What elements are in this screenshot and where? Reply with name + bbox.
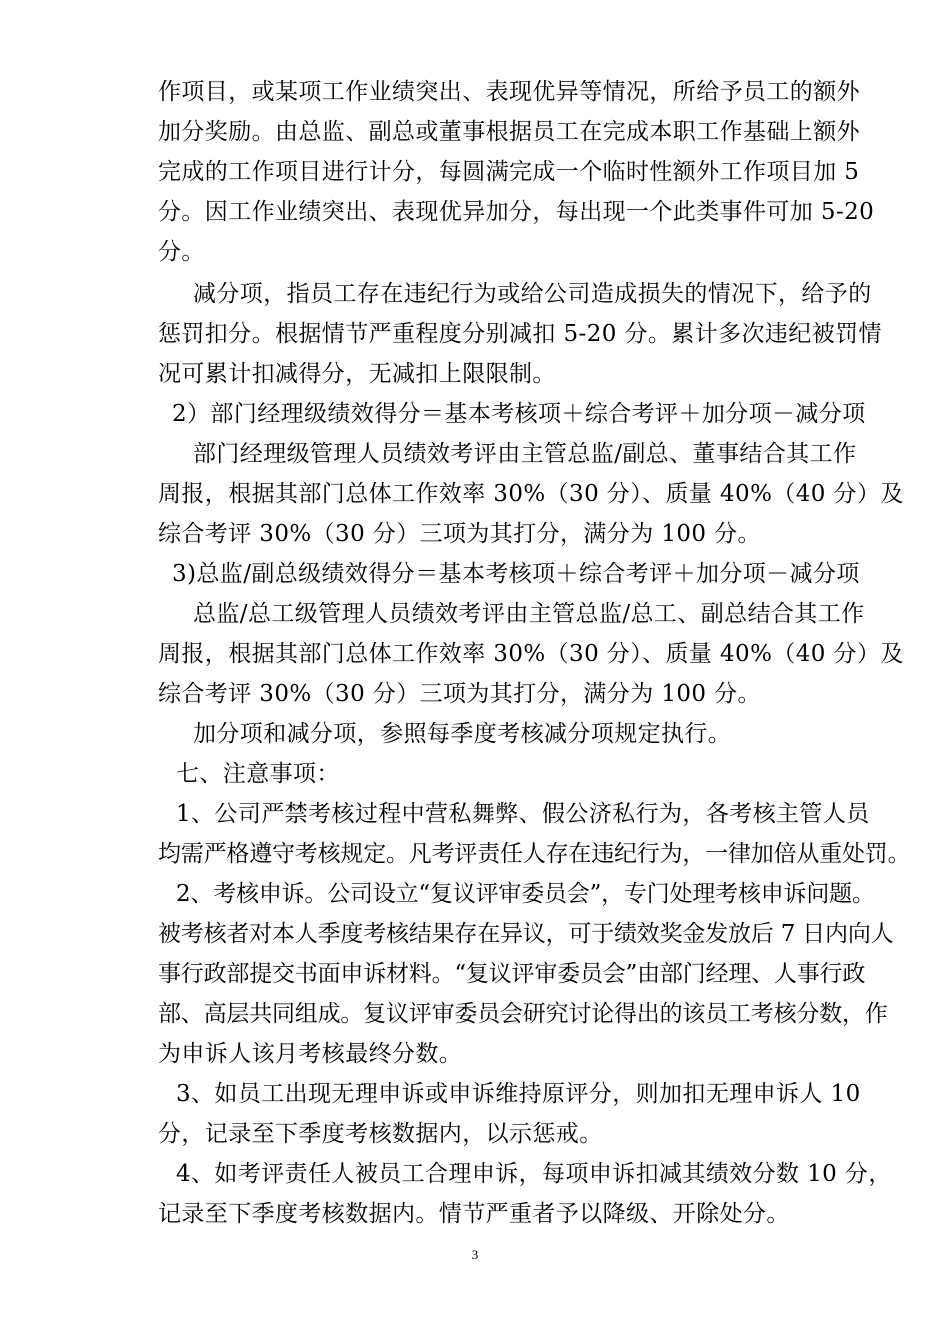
paragraph-line: 分，记录至下季度考核数据内，以示惩戒。	[158, 1121, 603, 1147]
paragraph-line: 均需严格遵守考核规定。凡考评责任人存在违纪行为，一律加倍从重处罚。	[158, 841, 911, 867]
paragraph-line: 记录至下季度考核数据内。情节严重者予以降级、开除处分。	[158, 1201, 790, 1227]
paragraph-line: 1、公司严禁考核过程中营私舞弊、假公济私行为，各考核主管人员	[176, 801, 870, 827]
paragraph-line: 减分项，指员工存在违纪行为或给公司造成损失的情况下，给予的	[193, 281, 872, 307]
paragraph-line: 总监/总工级管理人员绩效考评由主管总监/总工、副总结合其工作	[193, 601, 865, 627]
page-number: 3	[471, 1247, 479, 1262]
section-heading: 七、注意事项：	[176, 761, 340, 787]
paragraph-line: 综合考评 30%（30 分）三项为其打分，满分为 100 分。	[158, 521, 761, 547]
paragraph-line: 部、高层共同组成。复议评审委员会研究讨论得出的该员工考核分数，作	[158, 1001, 888, 1027]
section-heading: 3)总监/副总级绩效得分＝基本考核项＋综合考评＋加分项－减分项	[172, 561, 860, 587]
paragraph-line: 作项目，或某项工作业绩突出、表现优异等情况，所给予员工的额外	[158, 79, 860, 105]
paragraph-line: 3、如员工出现无理申诉或申诉维持原评分，则加扣无理申诉人 10	[176, 1081, 861, 1107]
paragraph-line: 加分奖励。由总监、副总或董事根据员工在完成本职工作基础上额外	[158, 119, 860, 145]
paragraph-line: 被考核者对本人季度考核结果存在异议，可于绩效奖金发放后 7 日内向人	[158, 921, 894, 947]
section-heading: 2）部门经理级绩效得分＝基本考核项＋综合考评＋加分项－减分项	[172, 401, 866, 427]
paragraph-line: 综合考评 30%（30 分）三项为其打分，满分为 100 分。	[158, 681, 761, 707]
paragraph-line: 为申诉人该月考核最终分数。	[158, 1041, 463, 1067]
paragraph-line: 分。因工作业绩突出、表现优异加分，每出现一个此类事件可加 5-20	[158, 199, 875, 225]
paragraph-line: 部门经理级管理人员绩效考评由主管总监/副总、董事结合其工作	[193, 441, 857, 467]
paragraph-line: 完成的工作项目进行计分，每圆满完成一个临时性额外工作项目加 5	[158, 159, 860, 185]
paragraph-line: 惩罚扣分。根据情节严重程度分别减扣 5-20 分。累计多次违纪被罚情	[158, 321, 882, 347]
paragraph-line: 况可累计扣减得分，无减扣上限限制。	[158, 361, 556, 387]
paragraph-line: 分。	[158, 239, 205, 265]
paragraph-line: 4、如考评责任人被员工合理申诉，每项申诉扣减其绩效分数 10 分，	[176, 1161, 892, 1187]
paragraph-line: 周报，根据其部门总体工作效率 30%（30 分）、质量 40%（40 分）及	[158, 641, 904, 667]
paragraph-line: 周报，根据其部门总体工作效率 30%（30 分）、质量 40%（40 分）及	[158, 481, 904, 507]
paragraph-line: 事行政部提交书面申诉材料。“复议评审委员会”由部门经理、人事行政	[158, 961, 866, 987]
paragraph-line: 加分项和减分项，参照每季度考核减分项规定执行。	[193, 721, 732, 747]
paragraph-line: 2、考核申诉。公司设立“复议评审委员会”，专门处理考核申诉问题。	[176, 881, 875, 907]
